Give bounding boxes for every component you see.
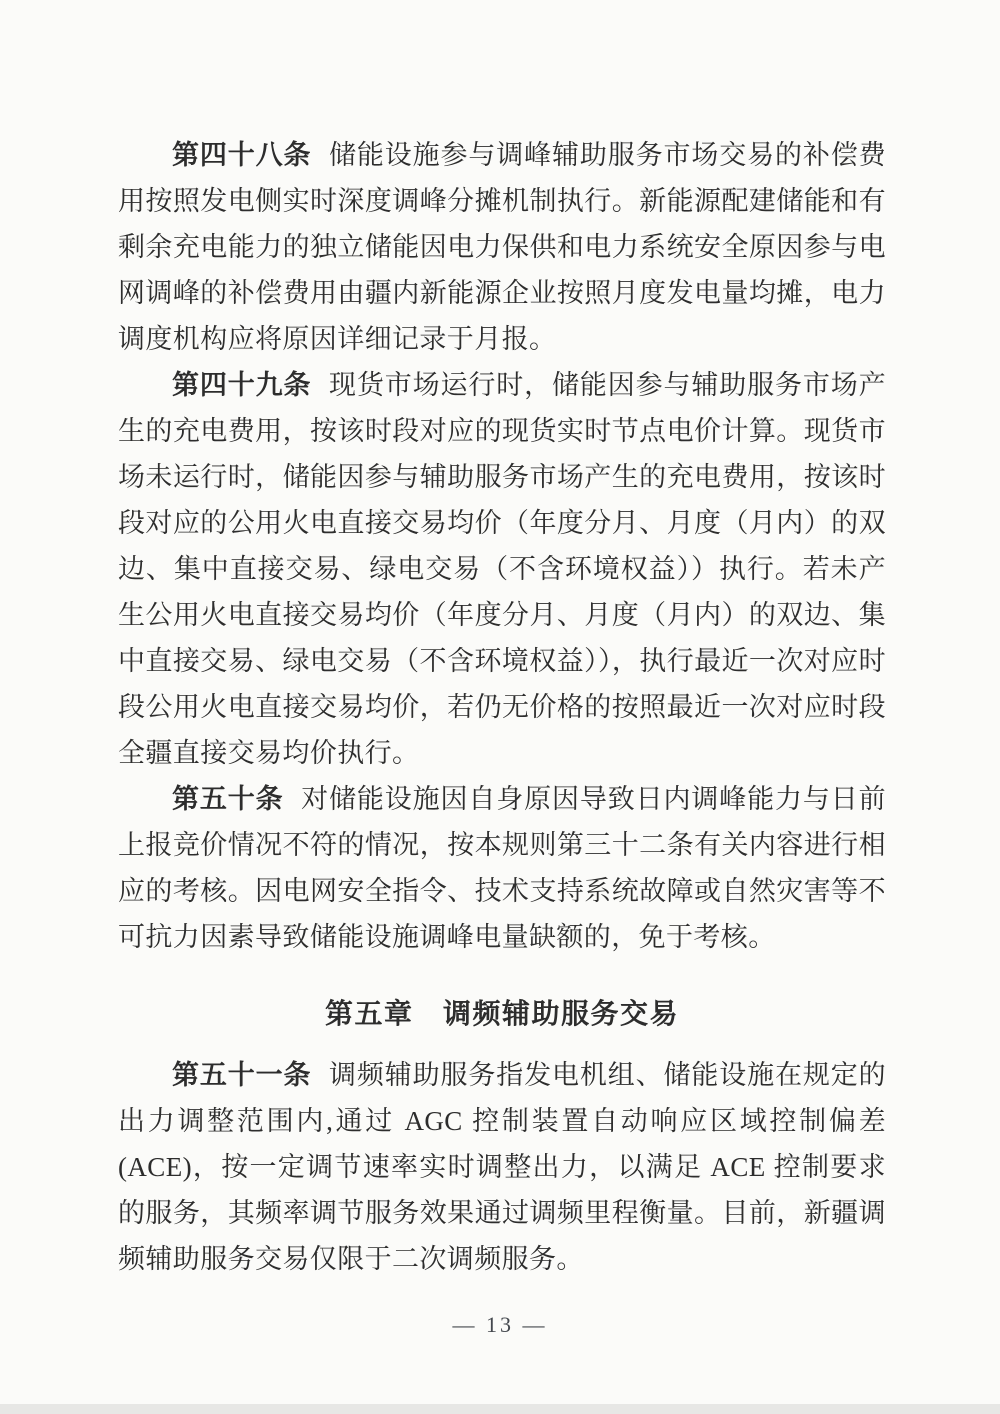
- article-paragraph-50: [118, 776, 886, 960]
- article-number-51: 第五十一条: [172, 1060, 312, 1090]
- article-text-51: 调频辅助服务指发电机组、储能设施在规定的出力调整范围内,通过 AGC 控制装置自动响应区域控制偏差(ACE)，按一定调节速率实时调整出力，以满足 ACE 控制要求的服务，其频率调节服务效果通过调频里程衡量。目前，新疆调频辅助服务交易仅限于二次调频服务。: [118, 1060, 887, 1274]
- article-text-49: 现货市场运行时，储能因参与辅助服务市场产生的充电费用，按该时段对应的现货实时节点电价计算。现货市场未运行时，储能因参与辅助服务市场产生的充电费用，按该时段对应的公用火电直接交易均价（年度分月、月度（月内）的双边、集中直接交易、绿电交易（不含环境权益））执行。若未产生公用火电直接交易均价（年度分月、月度（月内）的双边、集中直接交易、绿电交易（不含环境权益）），执行最近一次对应时段公用火电直接交易均价，若仍无价格的按照最近一次对应时段全疆直接交易均价执行。: [118, 370, 887, 768]
- article-paragraph-48: [118, 132, 886, 362]
- document-content: [118, 132, 886, 1282]
- article-paragraph-49: [118, 362, 886, 776]
- page-number: — 13 —: [452, 1312, 548, 1337]
- article-number-48: 第四十八条: [172, 140, 312, 170]
- article-number-49: 第四十九条: [172, 370, 312, 400]
- article-paragraph-51: [118, 1052, 886, 1282]
- chapter-heading: 第五章 调频辅助服务交易: [324, 999, 679, 1030]
- scan-edge-shadow: [0, 1404, 1000, 1414]
- article-text-50: 对储能设施因自身原因导致日内调峰能力与日前上报竞价情况不符的情况，按本规则第三十二条有关内容进行相应的考核。因电网安全指令、技术支持系统故障或自然灾害等不可抗力因素导致储能设施调峰电量缺额的，免于考核。: [118, 784, 886, 952]
- article-number-50: 第五十条: [172, 784, 284, 814]
- article-text-48: 储能设施参与调峰辅助服务市场交易的补偿费用按照发电侧实时深度调峰分摊机制执行。新能源配建储能和有剩余充电能力的独立储能因电力保供和电力系统安全原因参与电网调峰的补偿费用由疆内新能源企业按照月度发电量均摊，电力调度机构应将原因详细记录于月报。: [118, 140, 887, 354]
